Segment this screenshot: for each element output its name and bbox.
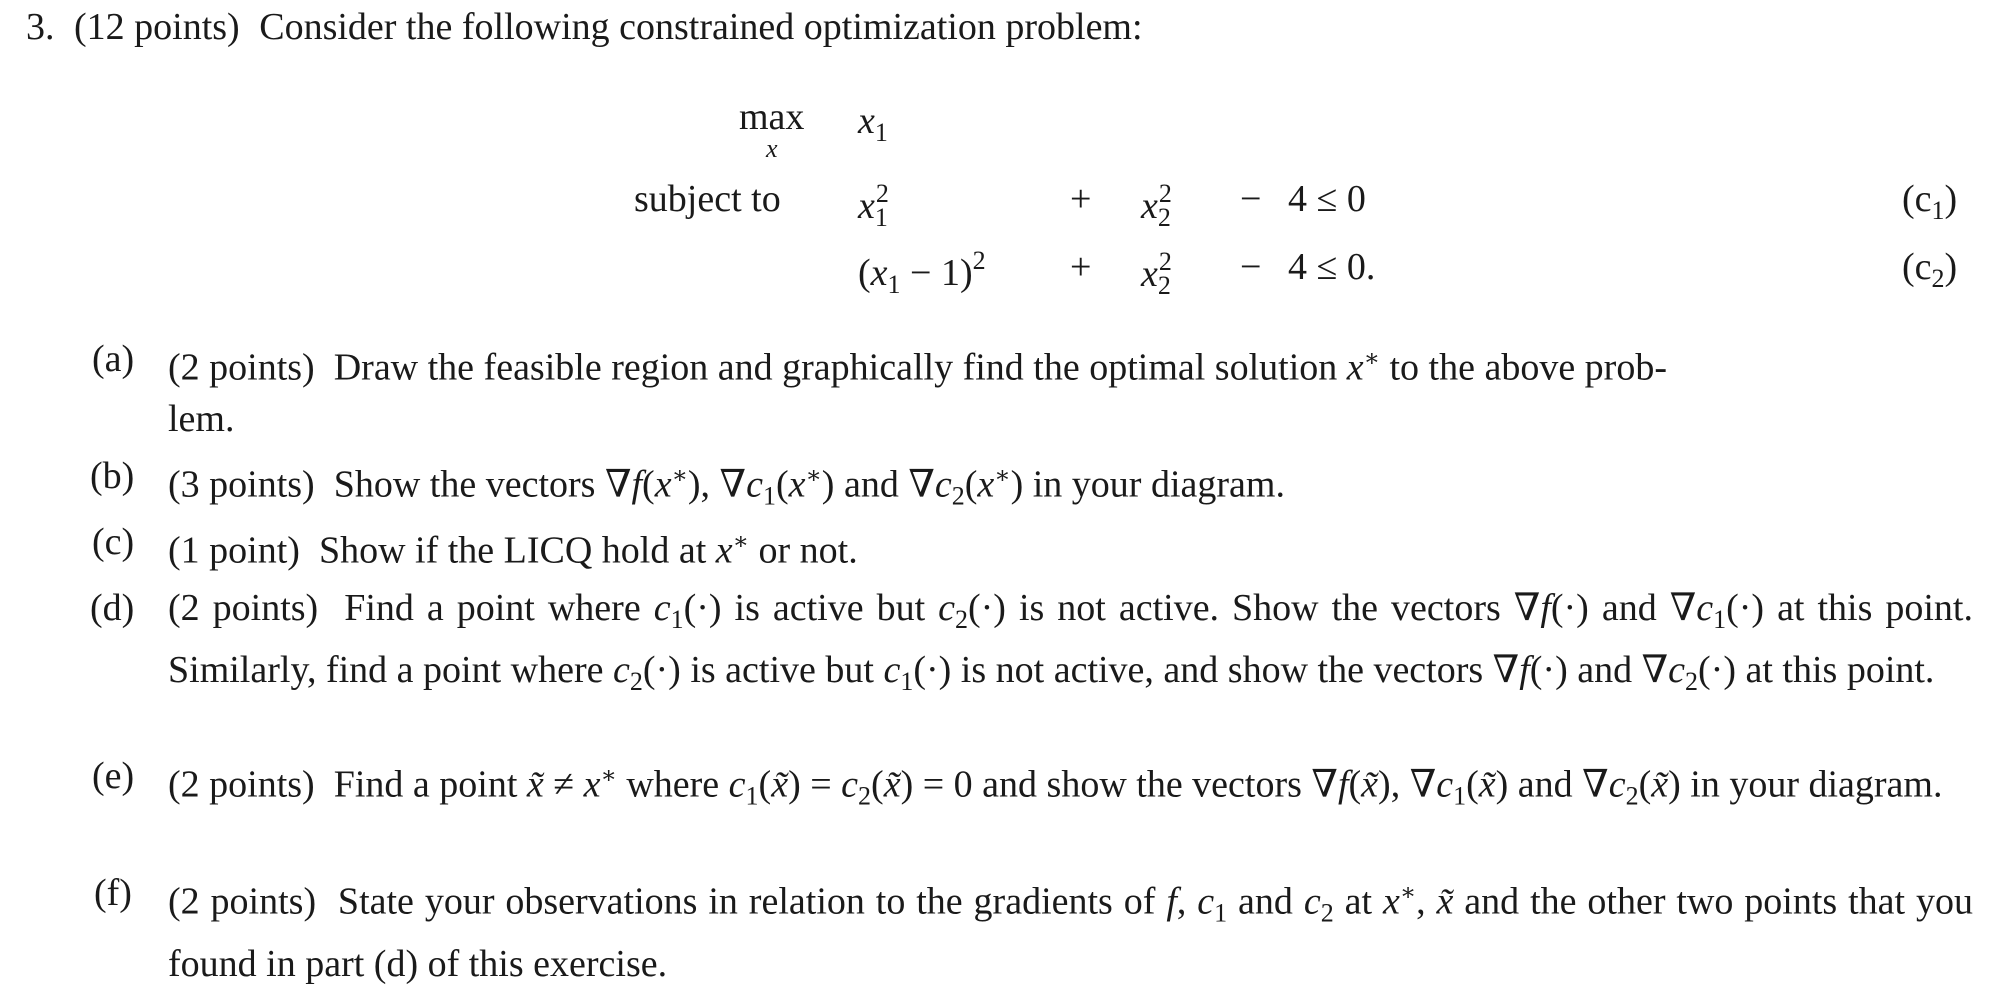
part-d-label: (d) [90,587,135,629]
c2-tag: $(c_2)$ [1902,246,1958,293]
part-c-label: (c) [92,521,135,563]
problem-number: 3. [26,6,55,48]
part-b-label: (b) [90,455,135,497]
part-d-text: (2 points) Find a point where $c_1(\cdot)$ is active but $c_2(\cdot)$ is not active. Show the vectors ∇f(·) and $\nabla c_1(\cdot)$ at this point. Similarly, find a point where $c_2(\cdot)$ is active but $c_1(\cdot)$ is not active, and show the vectors ∇f(·) and $\nabla c_2(\cdot)$ at this point. [168,587,1973,696]
c2-shifted-x1-squared: $(x_1 - 1)^2$ [858,246,986,299]
part-a-text: (2 points) Draw the feasible region and graphically find the optimal solution x∗ to the above prob- lem. [168,346,1667,440]
c1-x2-squared: $x_2^2$ [1141,179,1172,232]
c2-x2-squared: $x_2^2$ [1141,247,1172,300]
problem-points: (12 points) [74,6,240,48]
subject-to-label: subject to [634,178,781,220]
part-e-text: (2 points) Find a point x̃ ≠ x∗ where $c_1(x̃)$ = $c_2(x̃) = 0$ and show the vectors ∇f(x̃), $\nabla c_1(x̃)$ and $\nabla c_2(x̃)$ in your diagram. [168,763,1943,811]
c1-rhs: 4 ≤ 0 [1288,178,1366,220]
c1-minus: − [1240,178,1262,220]
objective: $x_1$ [858,100,888,147]
part-c-text: (1 point) Show if the LICQ hold at x∗ or not. [168,529,858,572]
max-operator: max [739,96,805,138]
c2-minus: − [1240,246,1262,288]
problem-header [26,8,1143,46]
part-b-text: (3 points) Show the vectors ∇f(x∗), $\nabla c_1(x^∗)$ and $\nabla c_2(x^∗)$ in your diagram. [168,463,1285,511]
part-a-label: (a) [92,338,135,380]
part-e-label: (e) [92,755,135,797]
c1-plus: + [1070,178,1092,220]
part-f-text: (2 points) State your observations in relation to the gradients of f, $c_1$ and $c_2$ at x∗, x̃ and the other two points that you found in part (d) of this exercise. [168,880,1973,985]
max-under-variable: x [766,134,778,163]
c1-tag: $(c_1)$ [1902,178,1958,225]
c1-x1-squared: $x_1^2$ [858,179,889,232]
c2-plus: + [1070,246,1092,288]
c2-rhs: 4 ≤ 0. [1288,246,1376,288]
problem-intro: Consider the following constrained optimization problem: [259,6,1143,48]
part-f-label: (f) [94,872,132,914]
